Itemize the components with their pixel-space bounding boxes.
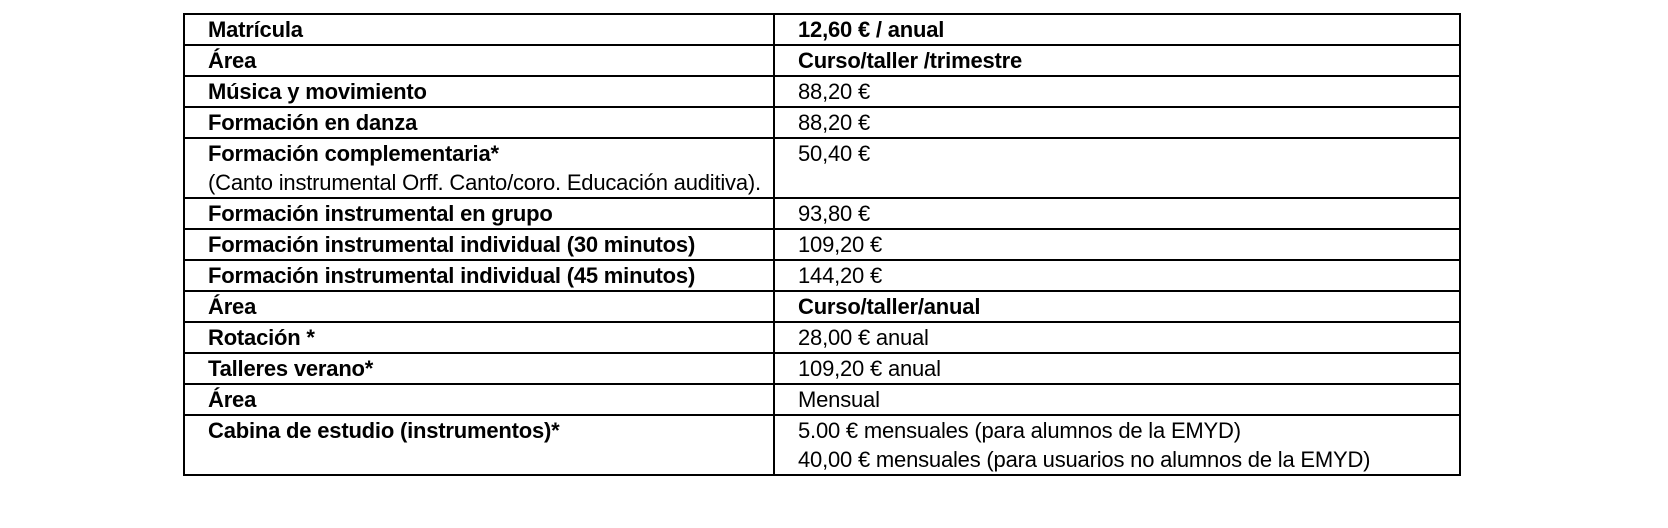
row-value: 88,20 €: [774, 107, 1460, 138]
table-row-danza: [184, 107, 1460, 138]
row-label: Rotación *: [184, 322, 774, 353]
row-value: 50,40 €: [774, 138, 1460, 198]
row-value-line: 40,00 € mensuales (para usuarios no alumnos de la EMYD): [798, 447, 1371, 472]
row-value: 12,60 € / anual: [774, 14, 1460, 45]
row-label: Formación en danza: [184, 107, 774, 138]
row-label: Matrícula: [184, 14, 774, 45]
table-row-individual-45: [184, 260, 1460, 291]
row-label: Formación instrumental individual (45 minutos): [184, 260, 774, 291]
row-label: Música y movimiento: [184, 76, 774, 107]
fee-table: [183, 13, 1461, 476]
table-row-rotacion: [184, 322, 1460, 353]
row-value-cell: [774, 415, 1460, 475]
section-header-value: Curso/taller /trimestre: [774, 45, 1460, 76]
row-label: Talleres verano*: [184, 353, 774, 384]
section-header-label: Área: [184, 45, 774, 76]
row-value: 93,80 €: [774, 198, 1460, 229]
table-row-cabina: [184, 415, 1460, 475]
row-note: (Canto instrumental Orff. Canto/coro. Educación auditiva).: [208, 170, 761, 195]
row-label-cell: [184, 138, 774, 198]
table-row-individual-30: [184, 229, 1460, 260]
row-label: Formación instrumental individual (30 minutos): [184, 229, 774, 260]
table-row-verano: [184, 353, 1460, 384]
table-row-matricula: [184, 14, 1460, 45]
row-value-line: 5.00 € mensuales (para alumnos de la EMYD): [798, 418, 1241, 443]
table-row-complementaria: [184, 138, 1460, 198]
row-value: 144,20 €: [774, 260, 1460, 291]
row-label: Cabina de estudio (instrumentos)*: [184, 415, 774, 475]
row-value: 28,00 € anual: [774, 322, 1460, 353]
section-header-label: Área: [184, 384, 774, 415]
row-label: Formación instrumental en grupo: [184, 198, 774, 229]
row-label: Formación complementaria*: [208, 141, 499, 166]
section-header-label: Área: [184, 291, 774, 322]
row-value: 88,20 €: [774, 76, 1460, 107]
table-row-header-trimestre: [184, 45, 1460, 76]
table-row-header-anual: [184, 291, 1460, 322]
table-row-musica: [184, 76, 1460, 107]
table-row-grupo: [184, 198, 1460, 229]
row-value: 109,20 €: [774, 229, 1460, 260]
section-header-value: Curso/taller/anual: [774, 291, 1460, 322]
table-row-header-mensual: [184, 384, 1460, 415]
section-header-value: Mensual: [774, 384, 1460, 415]
row-value: 109,20 € anual: [774, 353, 1460, 384]
